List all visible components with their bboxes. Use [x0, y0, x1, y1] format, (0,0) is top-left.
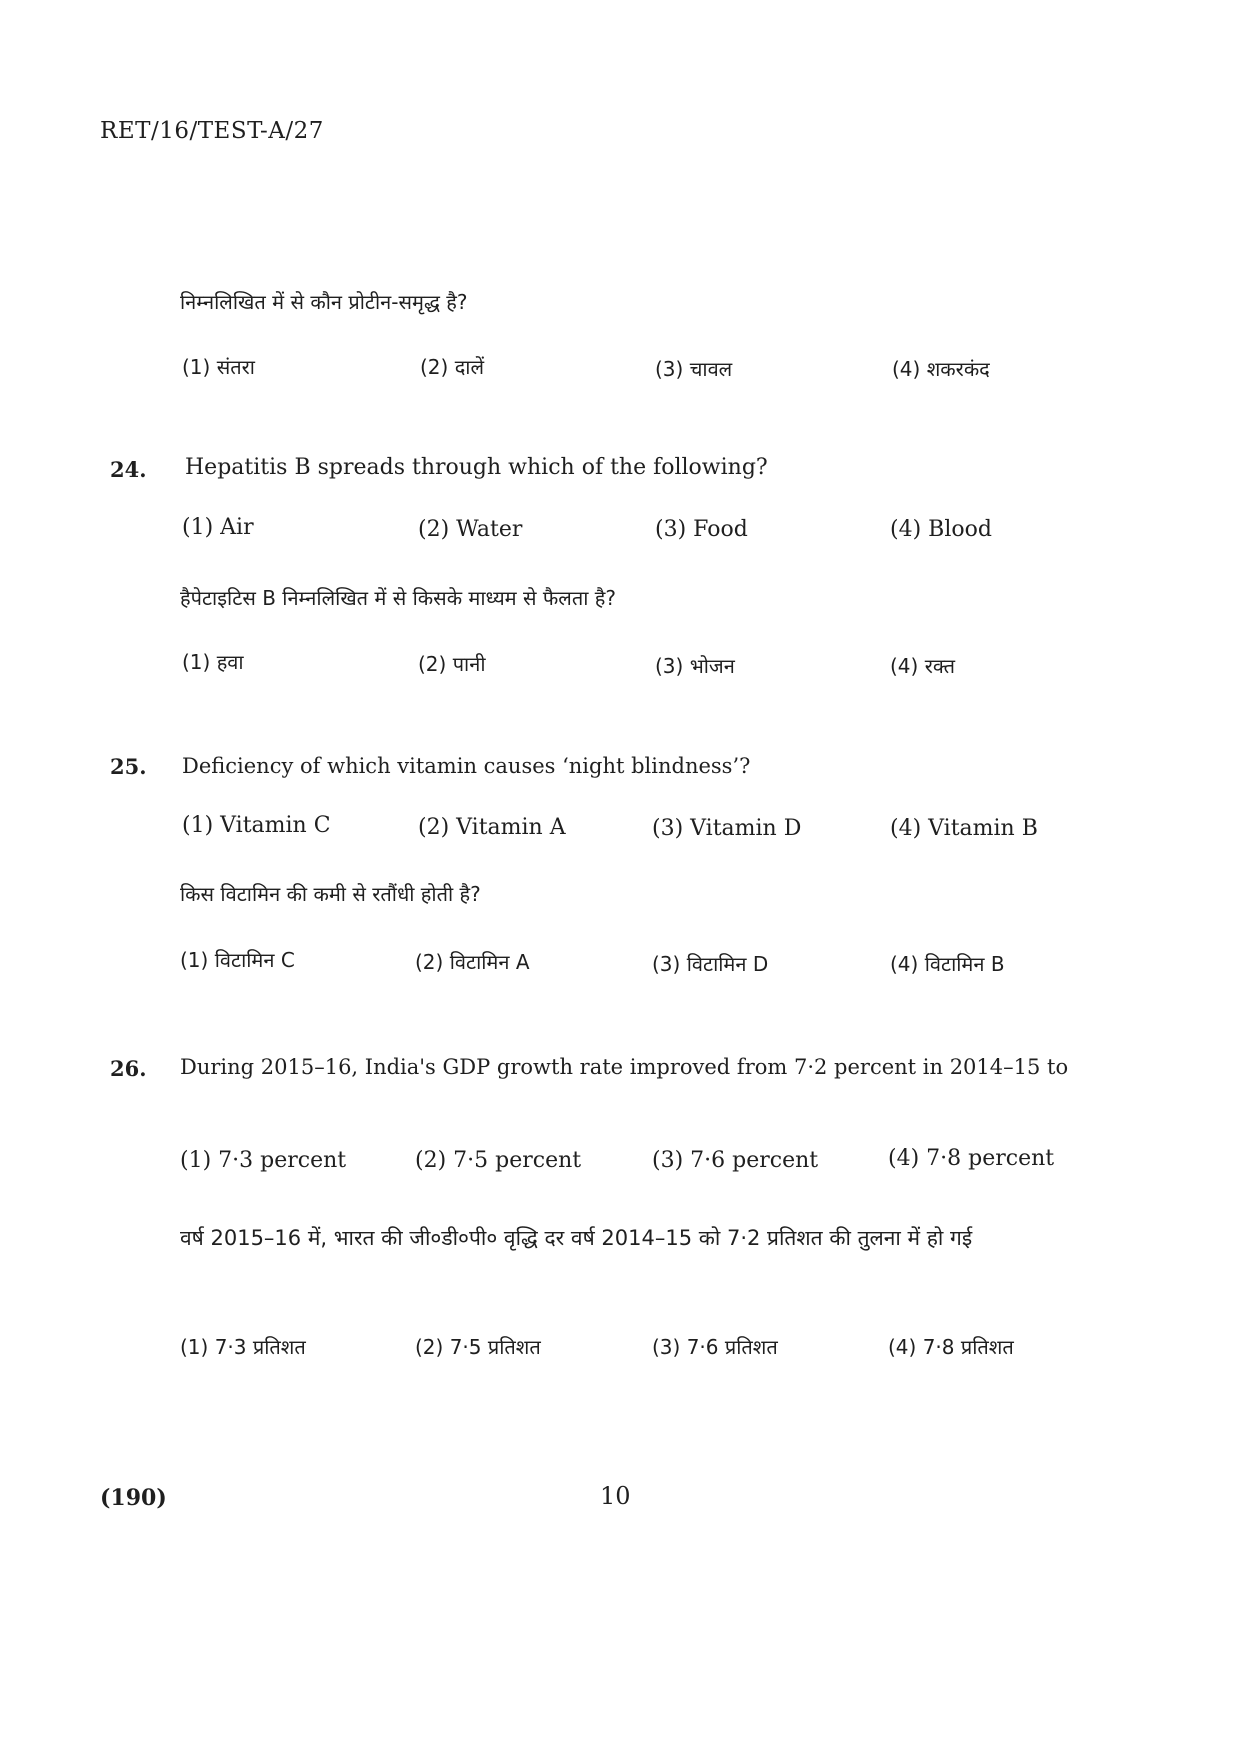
q25-hindi-option-1: (1) विटामिन C	[180, 948, 295, 972]
q24-hindi-option-4: (4) रक्त	[890, 654, 955, 678]
q25-option-3: (3) Vitamin D	[652, 816, 802, 841]
q24-option-1: (1) Air	[182, 515, 254, 540]
q25-hindi-option-4: (4) विटामिन B	[890, 952, 1005, 976]
q24-hindi-option-1: (1) हवा	[182, 650, 244, 674]
q23-hindi-text: निम्नलिखित में से कौन प्रोटीन-समृद्ध है?	[180, 290, 468, 314]
q23-hindi-option-1: (1) संतरा	[182, 355, 255, 379]
q25-hindi-text: किस विटामिन की कमी से रतौंधी होती है?	[180, 882, 481, 906]
q25-number: 25.	[110, 754, 147, 779]
q24-hindi-option-2: (2) पानी	[418, 652, 486, 676]
q25-hindi-option-2: (2) विटामिन A	[415, 950, 530, 974]
q25-option-1: (1) Vitamin C	[182, 813, 331, 838]
q26-hindi-option-1: (1) 7·3 प्रतिशत	[180, 1335, 306, 1359]
q26-hindi-option-2: (2) 7·5 प्रतिशत	[415, 1335, 541, 1359]
q26-option-3: (3) 7·6 percent	[652, 1148, 819, 1173]
q24-text: Hepatitis B spreads through which of the following?	[185, 455, 768, 480]
q26-option-2: (2) 7·5 percent	[415, 1148, 582, 1173]
q24-hindi-option-3: (3) भोजन	[655, 654, 735, 678]
q25-text: Deficiency of which vitamin causes ‘night blindness’?	[182, 754, 751, 778]
page-code: RET/16/TEST-A/27	[100, 118, 324, 144]
q25-hindi-option-3: (3) विटामिन D	[652, 952, 769, 976]
page-number: 10	[600, 1482, 631, 1510]
q24-option-3: (3) Food	[655, 517, 748, 542]
q23-hindi-option-4: (4) शकरकंद	[892, 357, 990, 381]
q23-hindi-option-2: (2) दालें	[420, 355, 485, 379]
q24-option-4: (4) Blood	[890, 517, 992, 542]
q24-option-2: (2) Water	[418, 517, 523, 542]
q26-hindi-option-3: (3) 7·6 प्रतिशत	[652, 1335, 778, 1359]
q26-number: 26.	[110, 1056, 147, 1081]
q26-option-1: (1) 7·3 percent	[180, 1148, 347, 1173]
q26-text: During 2015–16, India's GDP growth rate improved from 7·2 percent in 2014–15 to	[180, 1055, 1069, 1079]
q23-hindi-option-3: (3) चावल	[655, 357, 733, 381]
q24-hindi-text: हैपेटाइटिस B निम्नलिखित में से किसके माध्यम से फैलता है?	[180, 586, 617, 610]
footer-code: (190)	[100, 1485, 167, 1511]
q26-hindi-option-4: (4) 7·8 प्रतिशत	[888, 1335, 1014, 1359]
q25-option-2: (2) Vitamin A	[418, 815, 566, 840]
q24-number: 24.	[110, 457, 147, 482]
q26-hindi-text: वर्ष 2015–16 में, भारत की जी०डी०पी० वृद्धि दर वर्ष 2014–15 को 7·2 प्रतिशत की तुलना में हो गई	[180, 1226, 973, 1250]
q26-option-4: (4) 7·8 percent	[888, 1146, 1055, 1171]
q25-option-4: (4) Vitamin B	[890, 816, 1038, 841]
